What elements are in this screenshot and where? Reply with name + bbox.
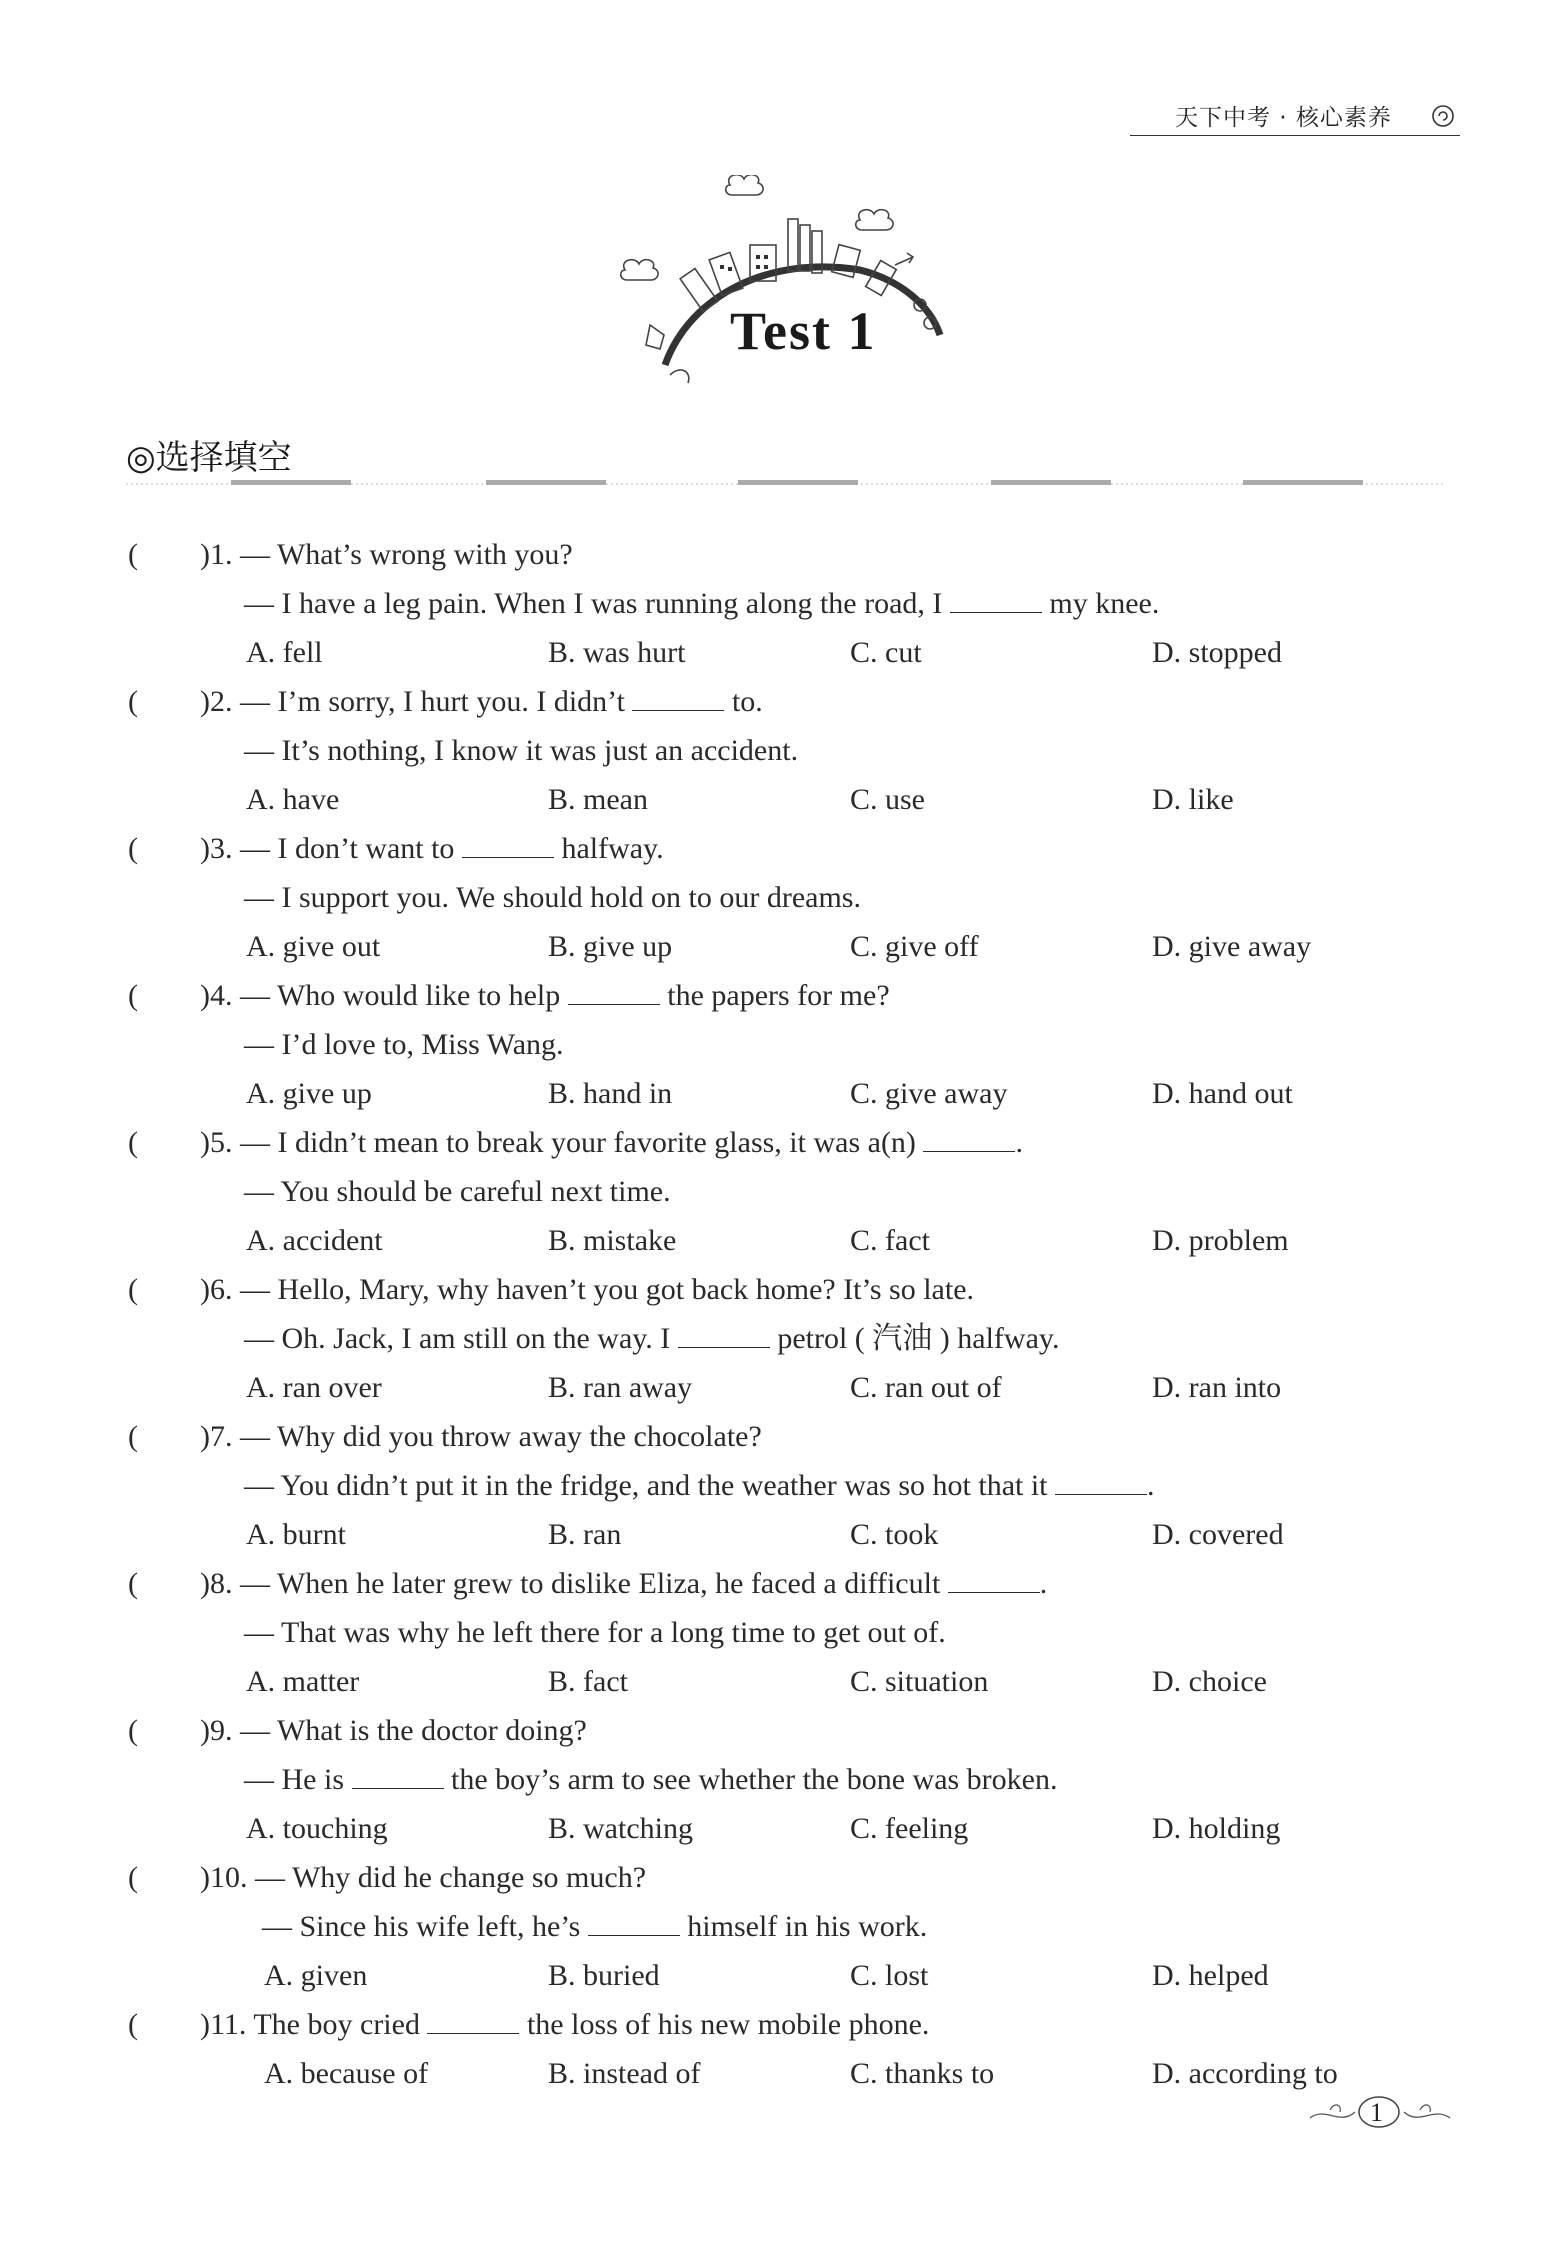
question-response-line [0, 726, 1564, 775]
question-text-segment: — I’m sorry, I hurt you. I didn’t [240, 685, 633, 718]
option-b: B. ran [548, 1518, 622, 1551]
question-response-line [0, 873, 1564, 922]
question-text-segment: — Hello, Mary, why haven’t you got back home? It’s so late. [240, 1273, 975, 1306]
option-a: A. accident [246, 1224, 383, 1257]
option-b: B. fact [548, 1665, 628, 1698]
question-text-segment: — Who would like to help [240, 979, 568, 1012]
question-text-segment: — He is [244, 1763, 352, 1796]
question-text-segment: — Why did you throw away the chocolate? [240, 1420, 762, 1453]
option-d: D. give away [1152, 930, 1312, 963]
options-row [0, 1363, 1564, 1412]
question-text-segment: — That was why he left there for a long time to get out of. [244, 1616, 946, 1649]
question-response-line [0, 1608, 1564, 1657]
option-d: D. ran into [1152, 1371, 1282, 1404]
answer-paren: ( [128, 832, 138, 865]
answer-blank [923, 1125, 1015, 1152]
option-b: B. give up [548, 930, 673, 963]
question-text-segment: the boy’s arm to see whether the bone was broken. [443, 1763, 1058, 1796]
option-a: A. burnt [246, 1518, 346, 1551]
question-item [0, 2000, 1564, 2098]
options-row [0, 1216, 1564, 1265]
option-b: B. instead of [548, 2057, 701, 2090]
question-text-segment: — What’s wrong with you? [240, 538, 573, 571]
question-text-segment: The boy cried [253, 2008, 428, 2041]
options-row [0, 1510, 1564, 1559]
option-b: B. buried [548, 1959, 660, 1992]
question-response [244, 873, 861, 922]
question-response-line [0, 1461, 1564, 1510]
option-d: D. according to [1152, 2057, 1338, 2090]
question-stem-line [0, 2000, 1564, 2049]
option-a: A. give up [246, 1077, 372, 1110]
question-response-line [0, 1902, 1564, 1951]
answer-paren: ( [128, 979, 138, 1012]
question-item [0, 530, 1564, 677]
question-number: )3. [200, 832, 233, 865]
test-title: Test 1 [730, 301, 877, 361]
option-a: A. given [264, 1959, 368, 1992]
options-row [0, 1657, 1564, 1706]
section-heading: ◎选择填空 [126, 438, 292, 478]
question-text-segment: — You didn’t put it in the fridge, and the weather was so hot that it [244, 1469, 1056, 1502]
question-stem-line [0, 971, 1564, 1020]
option-d: D. choice [1152, 1665, 1267, 1698]
question-item [0, 677, 1564, 824]
answer-paren: ( [128, 2008, 138, 2041]
question-text-segment: . [1147, 1469, 1155, 1502]
option-d: D. like [1152, 783, 1234, 816]
answer-blank [1055, 1468, 1147, 1495]
question-text-segment: — When he later grew to dislike Eliza, he faced a difficult [240, 1567, 948, 1600]
header-rule [1130, 135, 1460, 136]
options-row [0, 628, 1564, 677]
question-text-segment: — You should be careful next time. [244, 1175, 671, 1208]
question-number: )7. [200, 1420, 233, 1453]
option-a: A. touching [246, 1812, 388, 1845]
question-text-segment: the loss of his new mobile phone. [519, 2008, 930, 2041]
question-number: )11. [200, 2008, 247, 2041]
question-text-segment: — Oh. Jack, I am still on the way. I [244, 1322, 678, 1355]
option-c: C. use [850, 783, 925, 816]
question-text-segment: — I don’t want to [240, 832, 462, 865]
option-c: C. situation [850, 1665, 989, 1698]
question-text-segment: — I’d love to, Miss Wang. [244, 1028, 564, 1061]
question-list [0, 530, 1564, 2098]
question-text-segment: halfway. [553, 832, 664, 865]
question-number: )1. [200, 538, 233, 571]
running-header [1130, 95, 1470, 145]
option-a: A. fell [246, 636, 323, 669]
question-text-segment: petrol ( 汽油 ) halfway. [769, 1322, 1060, 1355]
title-block [610, 175, 970, 390]
question-number: )8. [200, 1567, 233, 1600]
question-response [244, 1608, 946, 1657]
question-text-segment: . [1015, 1126, 1023, 1159]
question-item [0, 1118, 1564, 1265]
question-stem-line [0, 824, 1564, 873]
option-c: C. ran out of [850, 1371, 1002, 1404]
option-a: A. because of [264, 2057, 429, 2090]
option-d: D. hand out [1152, 1077, 1293, 1110]
question-number: )9. [200, 1714, 233, 1747]
option-d: D. helped [1152, 1959, 1269, 1992]
option-b: B. hand in [548, 1077, 673, 1110]
page-footer [1300, 2090, 1460, 2140]
option-a: A. give out [246, 930, 381, 963]
question-number: )4. [200, 979, 233, 1012]
answer-paren: ( [128, 1861, 138, 1894]
answer-paren: ( [128, 1126, 138, 1159]
question-response [244, 1461, 1155, 1510]
question-text-segment: himself in his work. [679, 1910, 928, 1943]
option-c: C. lost [850, 1959, 929, 1992]
section-divider [126, 478, 1446, 488]
question-stem [200, 2000, 929, 2049]
question-stem-line [0, 1706, 1564, 1755]
option-c: C. feeling [850, 1812, 969, 1845]
header-text: 天下中考 · 核心素养 [1175, 105, 1392, 131]
options-row [0, 1069, 1564, 1118]
question-response [244, 579, 1159, 628]
option-b: B. ran away [548, 1371, 693, 1404]
question-response-line [0, 1167, 1564, 1216]
question-stem-line [0, 530, 1564, 579]
question-text-segment: — I support you. We should hold on to our dreams. [244, 881, 861, 914]
question-item [0, 1853, 1564, 2000]
question-number: )6. [200, 1273, 233, 1306]
answer-paren: ( [128, 1420, 138, 1453]
question-stem [200, 971, 890, 1020]
question-item [0, 1265, 1564, 1412]
question-stem-line [0, 1265, 1564, 1314]
question-stem-line [0, 1853, 1564, 1902]
answer-paren: ( [128, 1714, 138, 1747]
option-c: C. give away [850, 1077, 1008, 1110]
question-text-segment: — Why did he change so much? [255, 1861, 647, 1894]
answer-blank [568, 978, 660, 1005]
question-response [244, 1020, 564, 1069]
option-a: A. ran over [246, 1371, 382, 1404]
question-stem [200, 1412, 762, 1461]
option-c: C. give off [850, 930, 979, 963]
answer-blank [678, 1321, 770, 1348]
answer-paren: ( [128, 1273, 138, 1306]
question-response [262, 1902, 927, 1951]
option-d: D. problem [1152, 1224, 1289, 1257]
option-b: B. watching [548, 1812, 693, 1845]
question-item [0, 1559, 1564, 1706]
answer-blank [588, 1909, 680, 1936]
question-item [0, 824, 1564, 971]
question-item [0, 1706, 1564, 1853]
question-response [244, 1314, 1059, 1363]
spiral-icon [1430, 103, 1456, 129]
question-text-segment: to. [724, 685, 763, 718]
question-stem-line [0, 1412, 1564, 1461]
option-c: C. thanks to [850, 2057, 995, 2090]
answer-blank [352, 1762, 444, 1789]
question-stem [200, 824, 664, 873]
question-stem-line [0, 677, 1564, 726]
page-number: 1 [1370, 2098, 1383, 2127]
question-response [244, 1755, 1058, 1804]
question-stem [200, 1853, 646, 1902]
option-c: C. took [850, 1518, 939, 1551]
answer-blank [462, 831, 554, 858]
question-text-segment: . [1039, 1567, 1048, 1600]
option-a: A. matter [246, 1665, 360, 1698]
question-stem [200, 1559, 1047, 1608]
option-d: D. holding [1152, 1812, 1281, 1845]
option-c: C. cut [850, 636, 922, 669]
question-item [0, 971, 1564, 1118]
question-stem [200, 1706, 587, 1755]
answer-blank [950, 586, 1042, 613]
question-text-segment: — It’s nothing, I know it was just an accident. [244, 734, 799, 767]
question-number: )5. [200, 1126, 233, 1159]
answer-paren: ( [128, 1567, 138, 1600]
options-row [0, 1951, 1564, 2000]
option-d: D. stopped [1152, 636, 1282, 669]
option-a: A. have [246, 783, 340, 816]
option-b: B. mistake [548, 1224, 677, 1257]
question-item [0, 1412, 1564, 1559]
question-response [244, 726, 798, 775]
question-stem [200, 530, 573, 579]
question-text-segment: — I didn’t mean to break your favorite glass, it was a(n) [240, 1126, 924, 1159]
question-text-segment: — I have a leg pain. When I was running along the road, I [244, 587, 950, 620]
question-text-segment: my knee. [1041, 587, 1160, 620]
question-number: )2. [200, 685, 233, 718]
question-stem [200, 1265, 974, 1314]
option-c: C. fact [850, 1224, 930, 1257]
options-row [0, 775, 1564, 824]
question-stem [200, 1118, 1023, 1167]
question-response-line [0, 579, 1564, 628]
option-b: B. mean [548, 783, 648, 816]
question-stem [200, 677, 763, 726]
question-stem-line [0, 1118, 1564, 1167]
question-text-segment: the papers for me? [659, 979, 890, 1012]
option-b: B. was hurt [548, 636, 686, 669]
answer-blank [632, 684, 724, 711]
question-text-segment: — What is the doctor doing? [240, 1714, 587, 1747]
question-number: )10. [200, 1861, 248, 1894]
question-response [244, 1167, 671, 1216]
options-row [0, 922, 1564, 971]
answer-paren: ( [128, 685, 138, 718]
question-response-line [0, 1314, 1564, 1363]
answer-blank [427, 2007, 519, 2034]
question-response-line [0, 1755, 1564, 1804]
question-stem-line [0, 1559, 1564, 1608]
question-text-segment: — Since his wife left, he’s [262, 1910, 588, 1943]
options-row [0, 1804, 1564, 1853]
answer-blank [948, 1566, 1040, 1593]
answer-paren: ( [128, 538, 138, 571]
question-response-line [0, 1020, 1564, 1069]
option-d: D. covered [1152, 1518, 1284, 1551]
